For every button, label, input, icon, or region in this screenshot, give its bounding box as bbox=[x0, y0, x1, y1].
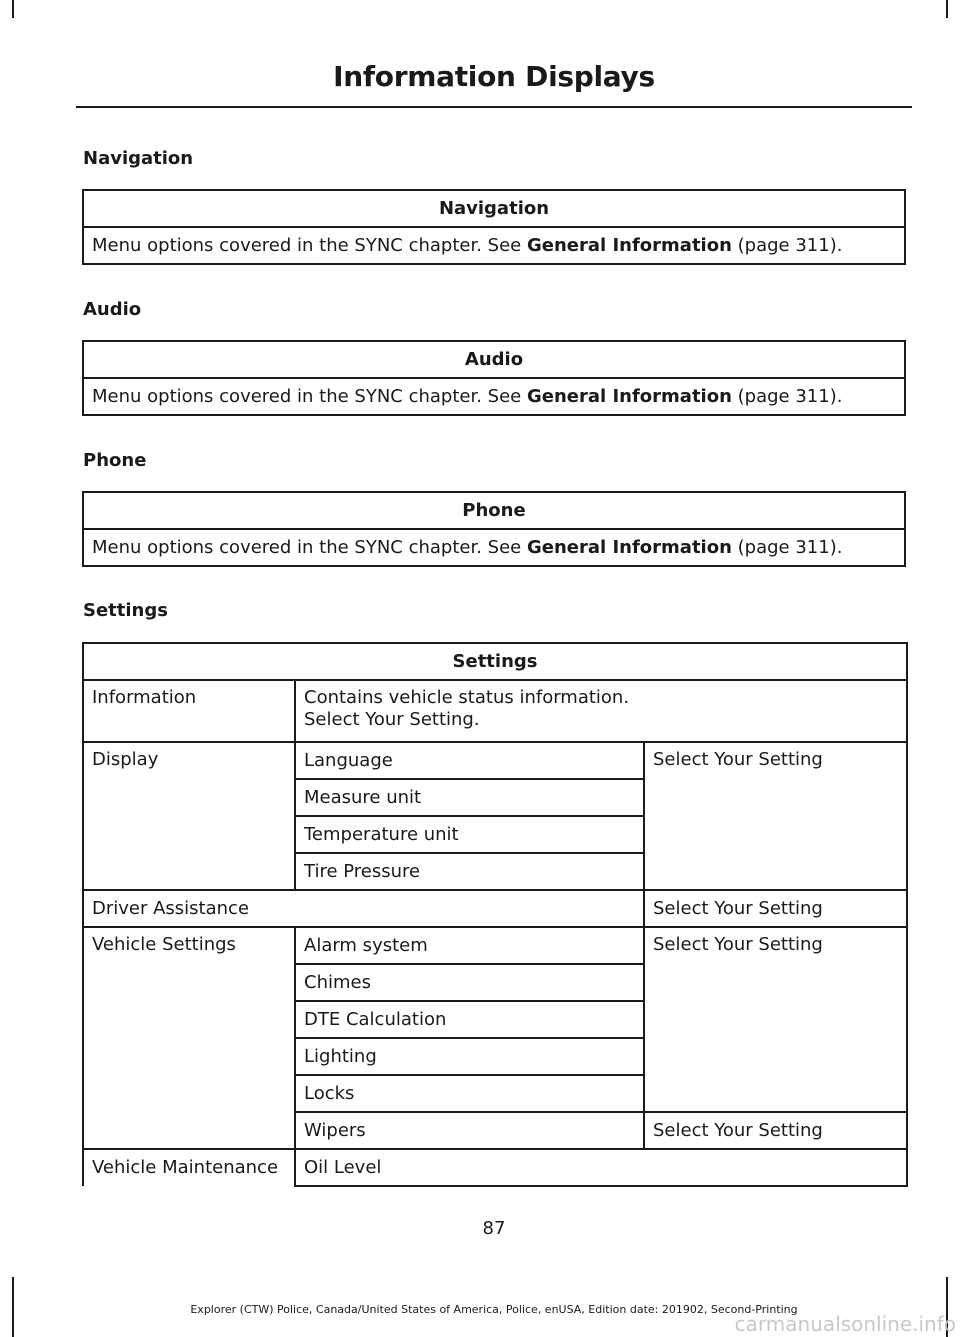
cross-reference-link[interactable]: General Information bbox=[526, 385, 732, 407]
crop-mark bbox=[12, 0, 14, 18]
display-action: Select Your Setting bbox=[644, 742, 907, 890]
information-label: Information bbox=[83, 680, 295, 742]
vehicle-settings-label: Vehicle Settings bbox=[83, 927, 295, 1149]
phone-table bbox=[82, 491, 906, 567]
display-item: Measure unit bbox=[295, 779, 644, 816]
table-row bbox=[83, 529, 905, 566]
row-text: Menu options covered in the SYNC chapter. See bbox=[92, 385, 522, 407]
section-heading-audio: Audio bbox=[83, 299, 142, 320]
table-title: Navigation bbox=[83, 190, 905, 227]
display-item: Temperature unit bbox=[295, 816, 644, 853]
table-row bbox=[83, 227, 905, 264]
vehicle-settings-item: Alarm system bbox=[295, 927, 644, 964]
section-heading-settings: Settings bbox=[83, 600, 168, 621]
information-line-2: Select Your Setting. bbox=[304, 709, 480, 730]
wipers-action: Select Your Setting bbox=[644, 1112, 907, 1149]
display-item: Tire Pressure bbox=[295, 853, 644, 890]
section-heading-phone: Phone bbox=[83, 450, 147, 471]
page-reference: (page 311). bbox=[737, 385, 843, 407]
header-divider bbox=[76, 106, 912, 108]
information-line-1: Contains vehicle status information. bbox=[304, 687, 630, 708]
vehicle-maintenance-label: Vehicle Maintenance bbox=[83, 1149, 295, 1186]
row-text: Menu options covered in the SYNC chapter. See bbox=[92, 234, 522, 256]
page-reference: (page 311). bbox=[737, 536, 843, 558]
watermark: carmanualsonline.info bbox=[734, 1312, 956, 1336]
crop-mark bbox=[946, 0, 948, 18]
table-row bbox=[83, 378, 905, 415]
driver-assistance-action: Select Your Setting bbox=[644, 890, 907, 927]
page-number: 87 bbox=[482, 1218, 506, 1239]
driver-assistance-label: Driver Assistance bbox=[83, 890, 644, 927]
vehicle-settings-item: DTE Calculation bbox=[295, 1001, 644, 1038]
table-title: Audio bbox=[83, 341, 905, 378]
vehicle-settings-item: Chimes bbox=[295, 964, 644, 1001]
vehicle-settings-item: Lighting bbox=[295, 1038, 644, 1075]
vehicle-maintenance-item: Oil Level bbox=[295, 1149, 907, 1186]
cross-reference-link[interactable]: General Information bbox=[526, 234, 732, 256]
navigation-table bbox=[82, 189, 906, 265]
information-description bbox=[295, 680, 907, 742]
display-label: Display bbox=[83, 742, 295, 890]
row-text: Menu options covered in the SYNC chapter. See bbox=[92, 536, 522, 558]
page-reference: (page 311). bbox=[737, 234, 843, 256]
cross-reference-link[interactable]: General Information bbox=[526, 536, 732, 558]
section-heading-navigation: Navigation bbox=[83, 148, 194, 169]
page-title: Information Displays bbox=[333, 60, 655, 93]
audio-table bbox=[82, 340, 906, 416]
vehicle-settings-item: Wipers bbox=[295, 1112, 644, 1149]
display-item: Language bbox=[295, 742, 644, 779]
table-title: Settings bbox=[83, 643, 907, 680]
settings-table bbox=[82, 642, 908, 1187]
vehicle-settings-item: Locks bbox=[295, 1075, 644, 1112]
footer-edition-info: Explorer (CTW) Police, Canada/United States of America, Police, enUSA, Edition date: 201902, Second-Printing bbox=[190, 1303, 798, 1316]
vehicle-settings-action: Select Your Setting bbox=[644, 927, 907, 1112]
table-title: Phone bbox=[83, 492, 905, 529]
